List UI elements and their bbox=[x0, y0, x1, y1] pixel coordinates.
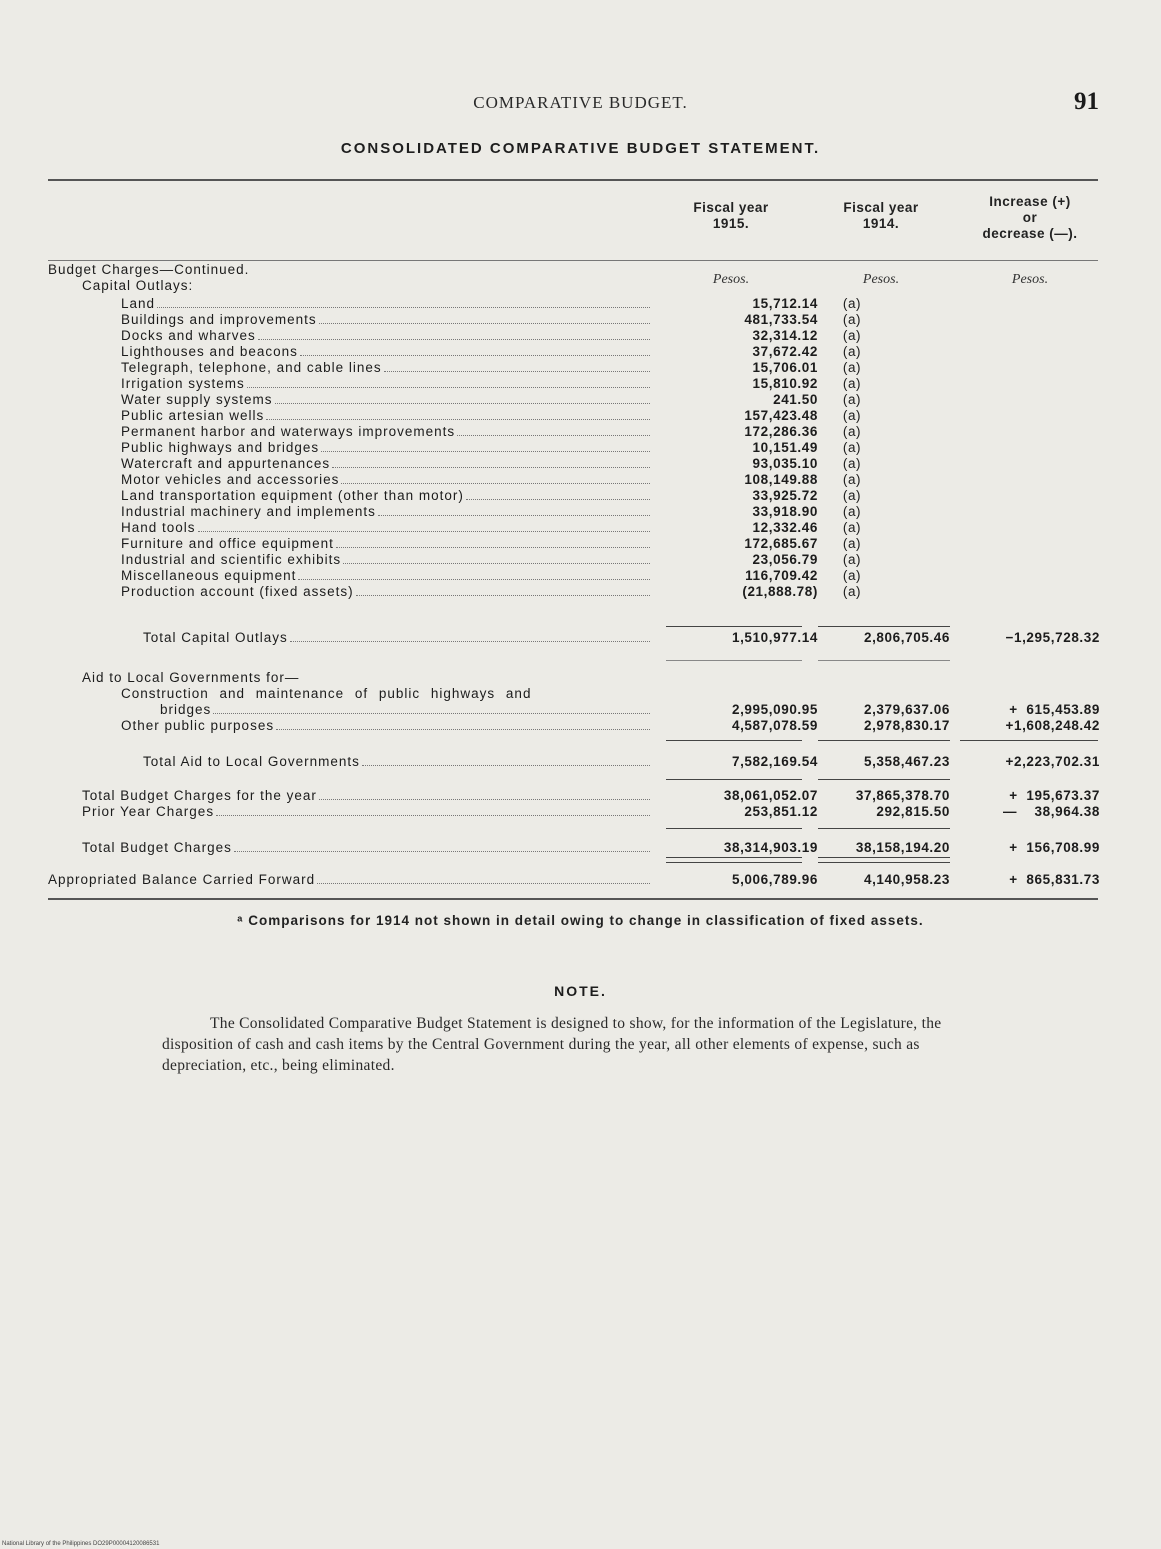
leader-dots bbox=[275, 402, 650, 404]
row-label bbox=[121, 392, 653, 408]
row-label-text: Miscellaneous equipment bbox=[121, 568, 297, 583]
row-label-text: Budget Charges—Continued. bbox=[48, 262, 250, 277]
table-top-rule bbox=[48, 179, 1098, 181]
units-change: Pesos. bbox=[1011, 272, 1049, 287]
table-row bbox=[48, 686, 1108, 702]
value-fy1914-footnote-ref: (a) bbox=[842, 456, 862, 471]
leader-dots bbox=[466, 498, 650, 500]
table-row bbox=[48, 804, 1108, 820]
column-header-line: Increase (+) bbox=[989, 194, 1071, 209]
table-row bbox=[48, 472, 1108, 488]
table-row bbox=[48, 408, 1108, 424]
table-row bbox=[48, 488, 1108, 504]
row-label bbox=[121, 718, 653, 734]
sum-rule bbox=[818, 828, 950, 829]
table-row bbox=[48, 630, 1108, 646]
leader-dots bbox=[247, 386, 650, 388]
row-label bbox=[82, 804, 653, 820]
row-label bbox=[48, 872, 653, 888]
value-fy1915: 7,582,169.54 bbox=[731, 754, 818, 769]
column-header-line: 1914. bbox=[862, 216, 900, 231]
row-label bbox=[121, 376, 653, 392]
value-fy1915: 33,918.90 bbox=[752, 504, 818, 519]
row-label bbox=[143, 754, 653, 770]
row-label-text: Total Budget Charges for the year bbox=[82, 788, 317, 803]
row-label-text: Total Capital Outlays bbox=[143, 630, 288, 645]
leader-dots bbox=[362, 764, 650, 766]
value-fy1914-footnote-ref: (a) bbox=[842, 328, 862, 343]
double-rule bbox=[818, 857, 950, 863]
sum-rule bbox=[818, 740, 950, 741]
row-label-text: Telegraph, telephone, and cable lines bbox=[121, 360, 382, 375]
row-label bbox=[121, 552, 653, 568]
value-fy1914-footnote-ref: (a) bbox=[842, 440, 862, 455]
column-header-line: Fiscal year bbox=[843, 200, 919, 215]
table-bottom-rule bbox=[48, 898, 1098, 900]
row-label bbox=[121, 504, 653, 520]
leader-dots bbox=[336, 546, 650, 548]
table-row bbox=[48, 376, 1108, 392]
leader-dots bbox=[300, 354, 650, 356]
row-label-text: Land transportation equipment (other than motor) bbox=[121, 488, 464, 503]
leader-dots bbox=[457, 434, 650, 436]
table-row bbox=[48, 670, 1108, 686]
row-label-text: Hand tools bbox=[121, 520, 196, 535]
row-label-text: Production account (fixed assets) bbox=[121, 584, 354, 599]
sum-rule bbox=[666, 660, 802, 661]
row-label bbox=[121, 456, 653, 472]
header-rule bbox=[48, 260, 1098, 261]
value-fy1914-footnote-ref: (a) bbox=[842, 472, 862, 487]
row-label bbox=[121, 520, 653, 536]
value-fy1915: 33,925.72 bbox=[752, 488, 818, 503]
column-header-line: or bbox=[1022, 210, 1038, 225]
row-label-text: Lighthouses and beacons bbox=[121, 344, 298, 359]
value-fy1914-footnote-ref: (a) bbox=[842, 536, 862, 551]
value-fy1914-footnote-ref: (a) bbox=[842, 296, 862, 311]
table-row bbox=[48, 536, 1108, 552]
row-label-text: Industrial and scientific exhibits bbox=[121, 552, 342, 567]
sum-rule bbox=[818, 660, 950, 661]
value-fy1915: 38,061,052.07 bbox=[723, 788, 818, 803]
row-label-text: Watercraft and appurtenances bbox=[121, 456, 331, 471]
sum-rule bbox=[818, 779, 950, 780]
table-row bbox=[48, 440, 1108, 456]
value-fy1915: 116,709.42 bbox=[745, 568, 818, 583]
value-fy1915: 108,149.88 bbox=[744, 472, 818, 487]
running-head: COMPARATIVE BUDGET. bbox=[473, 93, 688, 112]
archive-stamp: National Library of the Philippines DO29P00004120086531 bbox=[2, 1541, 160, 1547]
value-fy1915: 15,810.92 bbox=[752, 376, 818, 391]
table-row bbox=[48, 360, 1108, 376]
table-row bbox=[48, 296, 1108, 312]
table-row bbox=[48, 328, 1108, 344]
value-fy1914-footnote-ref: (a) bbox=[842, 392, 862, 407]
row-label-text: Construction and maintenance of public highways and bbox=[121, 686, 532, 701]
table-row bbox=[48, 424, 1108, 440]
row-label bbox=[121, 440, 653, 456]
table-row bbox=[48, 568, 1108, 584]
leader-dots bbox=[276, 728, 650, 730]
leader-dots bbox=[343, 562, 650, 564]
column-header-change bbox=[960, 194, 1100, 242]
leader-dots bbox=[258, 338, 650, 340]
value-fy1915: 10,151.49 bbox=[752, 440, 818, 455]
leader-dots bbox=[213, 712, 650, 714]
leader-dots bbox=[378, 514, 650, 516]
sum-rule bbox=[960, 740, 1098, 741]
row-label bbox=[121, 360, 653, 376]
column-header-line: Fiscal year bbox=[693, 200, 769, 215]
leader-dots bbox=[298, 578, 650, 580]
leader-dots bbox=[317, 882, 650, 884]
value-change: + 865,831.73 bbox=[1009, 872, 1100, 887]
leader-dots bbox=[319, 322, 650, 324]
value-change: −1,295,728.32 bbox=[1005, 630, 1100, 645]
value-fy1915: 157,423.48 bbox=[744, 408, 818, 423]
table-title: CONSOLIDATED COMPARATIVE BUDGET STATEMENT. bbox=[340, 140, 821, 157]
sum-rule bbox=[666, 626, 802, 627]
table-row bbox=[48, 788, 1108, 804]
footnote: ᵃ Comparisons for 1914 not shown in detail owing to change in classification of fixed assets. bbox=[237, 913, 924, 928]
value-fy1915: 37,672.42 bbox=[752, 344, 818, 359]
row-label-text: Permanent harbor and waterways improvements bbox=[121, 424, 456, 439]
value-change: + 615,453.89 bbox=[1009, 702, 1100, 717]
column-header-fy1915 bbox=[672, 200, 790, 232]
value-fy1914-footnote-ref: (a) bbox=[842, 584, 862, 599]
row-label-text: Public artesian wells bbox=[121, 408, 265, 423]
value-fy1915: 481,733.54 bbox=[744, 312, 818, 327]
leader-dots bbox=[341, 482, 650, 484]
row-label bbox=[143, 630, 653, 646]
table-row bbox=[48, 520, 1108, 536]
value-fy1914-footnote-ref: (a) bbox=[842, 504, 862, 519]
row-label-text: Public highways and bridges bbox=[121, 440, 320, 455]
table-row bbox=[48, 262, 1108, 278]
value-fy1915: 241.50 bbox=[773, 392, 818, 407]
value-fy1915: 2,995,090.95 bbox=[731, 702, 818, 717]
leader-dots bbox=[157, 306, 650, 308]
leader-dots bbox=[321, 450, 650, 452]
value-fy1915: 32,314.12 bbox=[752, 328, 818, 343]
row-label-text: Water supply systems bbox=[121, 392, 273, 407]
leader-dots bbox=[290, 640, 650, 642]
table-row bbox=[48, 754, 1108, 770]
row-label bbox=[82, 788, 653, 804]
row-label-text: Industrial machinery and implements bbox=[121, 504, 376, 519]
table-row bbox=[48, 702, 1108, 718]
row-label bbox=[121, 568, 653, 584]
value-fy1915: 1,510,977.14 bbox=[731, 630, 818, 645]
value-fy1914-footnote-ref: (a) bbox=[842, 344, 862, 359]
units-fy1915: Pesos. bbox=[712, 272, 750, 287]
table-row bbox=[48, 344, 1108, 360]
value-fy1914: 5,358,467.23 bbox=[863, 754, 950, 769]
row-label bbox=[121, 424, 653, 440]
page-number: 91 bbox=[1074, 88, 1099, 115]
row-label-text: Other public purposes bbox=[121, 718, 275, 733]
units-fy1914: Pesos. bbox=[862, 272, 900, 287]
table-row bbox=[48, 552, 1108, 568]
row-label-text: Buildings and improvements bbox=[121, 312, 317, 327]
row-label bbox=[82, 840, 653, 856]
value-fy1915: 253,851.12 bbox=[744, 804, 818, 819]
row-label-text: Land bbox=[121, 296, 156, 311]
row-label-text: Capital Outlays: bbox=[82, 278, 194, 293]
leader-dots bbox=[198, 530, 650, 532]
value-fy1915: 23,056.79 bbox=[752, 552, 818, 567]
value-fy1914: 292,815.50 bbox=[876, 804, 950, 819]
note-body: The Consolidated Comparative Budget Statement is designed to show, for the information of the Legislature, the disposition of cash and cash items by the Central Government during the year, all other elements of expense, such as depreciation, etc., being eliminated. bbox=[162, 1015, 942, 1074]
sum-rule bbox=[666, 828, 802, 829]
column-header-fy1914 bbox=[822, 200, 940, 232]
row-label-text: Aid to Local Governments for— bbox=[82, 670, 300, 685]
value-fy1914: 4,140,958.23 bbox=[863, 872, 950, 887]
value-fy1914: 37,865,378.70 bbox=[855, 788, 950, 803]
row-label bbox=[121, 408, 653, 424]
value-fy1914-footnote-ref: (a) bbox=[842, 424, 862, 439]
value-fy1914-footnote-ref: (a) bbox=[842, 568, 862, 583]
table-row bbox=[48, 278, 1108, 294]
sum-rule bbox=[666, 740, 802, 741]
row-label-text: Docks and wharves bbox=[121, 328, 256, 343]
row-label-text: Total Aid to Local Governments bbox=[143, 754, 360, 769]
value-fy1915: 4,587,078.59 bbox=[731, 718, 818, 733]
table-row bbox=[48, 392, 1108, 408]
value-fy1915: 172,685.67 bbox=[744, 536, 818, 551]
leader-dots bbox=[356, 594, 650, 596]
value-fy1914-footnote-ref: (a) bbox=[842, 552, 862, 567]
row-label bbox=[121, 686, 653, 702]
leader-dots bbox=[266, 418, 650, 420]
row-label bbox=[82, 278, 653, 294]
row-label bbox=[121, 472, 653, 488]
value-fy1915: 172,286.36 bbox=[744, 424, 818, 439]
row-label-text: Irrigation systems bbox=[121, 376, 245, 391]
row-label bbox=[121, 584, 653, 600]
row-label bbox=[121, 488, 653, 504]
note-title: NOTE. bbox=[554, 983, 607, 999]
sum-rule bbox=[818, 626, 950, 627]
value-fy1914-footnote-ref: (a) bbox=[842, 376, 862, 391]
value-fy1914-footnote-ref: (a) bbox=[842, 520, 862, 535]
value-change: + 195,673.37 bbox=[1009, 788, 1100, 803]
value-fy1915: 12,332.46 bbox=[752, 520, 818, 535]
value-change: + 156,708.99 bbox=[1009, 840, 1100, 855]
table-row bbox=[48, 718, 1108, 734]
value-change: +1,608,248.42 bbox=[1005, 718, 1100, 733]
leader-dots bbox=[384, 370, 650, 372]
row-label-text: Furniture and office equipment bbox=[121, 536, 334, 551]
value-fy1914-footnote-ref: (a) bbox=[842, 360, 862, 375]
leader-dots bbox=[319, 798, 650, 800]
row-label bbox=[121, 312, 653, 328]
value-fy1914-footnote-ref: (a) bbox=[842, 312, 862, 327]
row-label-text: Appropriated Balance Carried Forward bbox=[48, 872, 316, 887]
value-change: — 38,964.38 bbox=[1003, 804, 1100, 819]
row-label bbox=[160, 702, 653, 718]
row-label-text: Total Budget Charges bbox=[82, 840, 232, 855]
value-fy1915: 93,035.10 bbox=[752, 456, 818, 471]
column-header-line: 1915. bbox=[712, 216, 750, 231]
value-fy1914: 2,978,830.17 bbox=[863, 718, 950, 733]
row-label-text: bridges bbox=[160, 702, 212, 717]
row-label bbox=[121, 344, 653, 360]
row-label-text: Prior Year Charges bbox=[82, 804, 215, 819]
leader-dots bbox=[216, 814, 650, 816]
double-rule bbox=[666, 857, 802, 863]
table-row bbox=[48, 584, 1108, 600]
row-label bbox=[121, 328, 653, 344]
column-header-line: decrease (—). bbox=[982, 226, 1078, 241]
leader-dots bbox=[332, 466, 650, 468]
value-fy1914-footnote-ref: (a) bbox=[842, 488, 862, 503]
table-row bbox=[48, 504, 1108, 520]
value-fy1914: 2,806,705.46 bbox=[863, 630, 950, 645]
row-label bbox=[82, 670, 653, 686]
value-fy1914: 38,158,194.20 bbox=[855, 840, 950, 855]
table-row bbox=[48, 456, 1108, 472]
row-label bbox=[121, 296, 653, 312]
row-label-text: Motor vehicles and accessories bbox=[121, 472, 340, 487]
table-row bbox=[48, 840, 1108, 856]
value-fy1915: 5,006,789.96 bbox=[731, 872, 818, 887]
value-fy1914: 2,379,637.06 bbox=[863, 702, 950, 717]
value-change: +2,223,702.31 bbox=[1005, 754, 1100, 769]
table-row bbox=[48, 312, 1108, 328]
row-label bbox=[48, 262, 653, 278]
row-label bbox=[121, 536, 653, 552]
leader-dots bbox=[234, 850, 650, 852]
sum-rule bbox=[666, 779, 802, 780]
table-row bbox=[48, 872, 1108, 888]
value-fy1915: 38,314,903.19 bbox=[723, 840, 818, 855]
value-fy1915: (21,888.78) bbox=[742, 584, 818, 599]
value-fy1915: 15,706.01 bbox=[752, 360, 818, 375]
value-fy1914-footnote-ref: (a) bbox=[842, 408, 862, 423]
value-fy1915: 15,712.14 bbox=[752, 296, 818, 311]
